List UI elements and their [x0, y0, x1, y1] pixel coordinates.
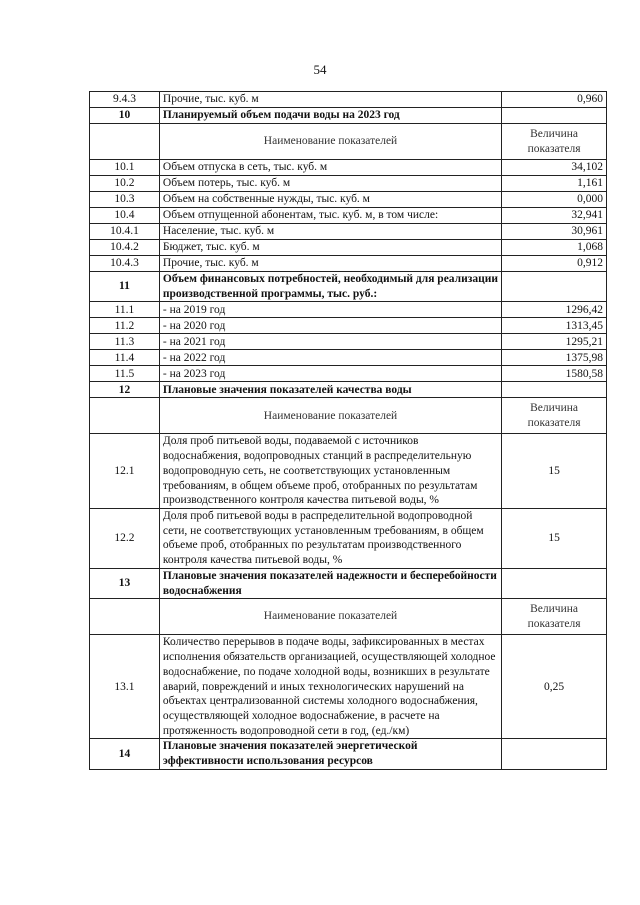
row-number: 10.1 — [90, 160, 160, 176]
table-row — [90, 240, 607, 256]
row-number: 11.1 — [90, 302, 160, 318]
section-number: 14 — [90, 739, 160, 769]
table-row — [90, 509, 607, 569]
indicator-name: Прочие, тыс. куб. м — [159, 256, 501, 272]
table-row — [90, 318, 607, 334]
indicator-value: 0,000 — [502, 192, 607, 208]
row-number: 10.4 — [90, 208, 160, 224]
indicator-name: Количество перерывов в подаче воды, зафиксированных в местах исполнения обязательств организацией, осуществляющей холодное водоснабжение, по подаче холодной воды, возникших в результате аварий, повреждений и иных технологических нарушений на объектах централизованной системы холодного водоснабжения, осуществляющей холодное водоснабжение, в расчете на протяженность водопроводной сети в год, (ед./км) — [159, 635, 501, 739]
indicator-value: 1296,42 — [502, 302, 607, 318]
indicator-value: 15 — [502, 509, 607, 569]
indicator-name: Бюджет, тыс. куб. м — [159, 240, 501, 256]
table-row — [90, 635, 607, 739]
header-name-column: Наименование показателей — [159, 124, 501, 160]
section-value-blank — [502, 108, 607, 124]
header-number-blank — [90, 599, 160, 635]
indicator-name: - на 2022 год — [159, 350, 501, 366]
table-row — [90, 350, 607, 366]
indicator-name: Объем на собственные нужды, тыс. куб. м — [159, 192, 501, 208]
header-value-column: Величина показателя — [502, 599, 607, 635]
table-row — [90, 302, 607, 318]
header-row — [90, 398, 607, 434]
row-number: 10.2 — [90, 176, 160, 192]
section-title: Объем финансовых потребностей, необходимый для реализации производственной программы, тыс. руб.: — [159, 272, 501, 302]
indicator-value: 1295,21 — [502, 334, 607, 350]
header-number-blank — [90, 124, 160, 160]
section-row — [90, 272, 607, 302]
indicator-value: 1313,45 — [502, 318, 607, 334]
indicator-name: - на 2021 год — [159, 334, 501, 350]
row-number: 10.3 — [90, 192, 160, 208]
indicator-name: Население, тыс. куб. м — [159, 224, 501, 240]
table-row — [90, 160, 607, 176]
indicator-value: 1580,58 — [502, 366, 607, 382]
row-number: 10.4.2 — [90, 240, 160, 256]
table-row — [90, 366, 607, 382]
indicator-value: 32,941 — [502, 208, 607, 224]
indicator-value: 1375,98 — [502, 350, 607, 366]
table-row — [90, 192, 607, 208]
section-value-blank — [502, 739, 607, 769]
table-row — [90, 224, 607, 240]
indicator-value: 30,961 — [502, 224, 607, 240]
indicator-name: Прочие, тыс. куб. м — [159, 92, 501, 108]
section-title: Плановые значения показателей качества воды — [159, 382, 501, 398]
row-number: 10.4.1 — [90, 224, 160, 240]
indicator-name: Объем отпущенной абонентам, тыс. куб. м, в том числе: — [159, 208, 501, 224]
table-row — [90, 256, 607, 272]
section-row — [90, 382, 607, 398]
table-row — [90, 208, 607, 224]
table-row — [90, 434, 607, 509]
indicator-value: 15 — [502, 434, 607, 509]
section-number: 13 — [90, 568, 160, 598]
row-number: 13.1 — [90, 635, 160, 739]
header-name-column: Наименование показателей — [159, 398, 501, 434]
row-number: 11.2 — [90, 318, 160, 334]
indicator-value: 0,960 — [502, 92, 607, 108]
row-number: 11.4 — [90, 350, 160, 366]
section-number: 12 — [90, 382, 160, 398]
header-number-blank — [90, 398, 160, 434]
indicators-table — [89, 91, 607, 770]
section-value-blank — [502, 568, 607, 598]
section-row — [90, 568, 607, 598]
header-row — [90, 124, 607, 160]
indicator-name: - на 2023 год — [159, 366, 501, 382]
section-title: Планируемый объем подачи воды на 2023 год — [159, 108, 501, 124]
indicator-value: 1,068 — [502, 240, 607, 256]
header-name-column: Наименование показателей — [159, 599, 501, 635]
section-row — [90, 739, 607, 769]
section-row — [90, 108, 607, 124]
header-value-column: Величина показателя — [502, 398, 607, 434]
section-number: 11 — [90, 272, 160, 302]
indicator-value: 0,25 — [502, 635, 607, 739]
indicator-value: 0,912 — [502, 256, 607, 272]
header-row — [90, 599, 607, 635]
indicator-name: Доля проб питьевой воды в распределительной водопроводной сети, не соответствующих установленным требованиям, в общем объеме проб, отобранных по результатам производственного контроля качества питьевой воды, % — [159, 509, 501, 569]
section-value-blank — [502, 382, 607, 398]
row-number: 9.4.3 — [90, 92, 160, 108]
row-number: 10.4.3 — [90, 256, 160, 272]
table-row — [90, 92, 607, 108]
section-value-blank — [502, 272, 607, 302]
row-number: 12.2 — [90, 509, 160, 569]
row-number: 11.3 — [90, 334, 160, 350]
indicator-value: 34,102 — [502, 160, 607, 176]
indicator-name: Объем отпуска в сеть, тыс. куб. м — [159, 160, 501, 176]
row-number: 12.1 — [90, 434, 160, 509]
indicator-name: - на 2020 год — [159, 318, 501, 334]
section-title: Плановые значения показателей надежности и бесперебойности водоснабжения — [159, 568, 501, 598]
indicator-value: 1,161 — [502, 176, 607, 192]
section-title: Плановые значения показателей энергетической эффективности использования ресурсов — [159, 739, 501, 769]
page-number: 54 — [313, 62, 327, 77]
section-number: 10 — [90, 108, 160, 124]
row-number: 11.5 — [90, 366, 160, 382]
header-value-column: Величина показателя — [502, 124, 607, 160]
table-row — [90, 176, 607, 192]
indicator-name: - на 2019 год — [159, 302, 501, 318]
indicator-name: Объем потерь, тыс. куб. м — [159, 176, 501, 192]
indicator-name: Доля проб питьевой воды, подаваемой с источников водоснабжения, водопроводных станций в распределительную водопроводную сеть, не соответствующих установленным требованиям, в общем объеме проб, отобранных по результатам производственного контроля качества питьевой воды, % — [159, 434, 501, 509]
table-row — [90, 334, 607, 350]
